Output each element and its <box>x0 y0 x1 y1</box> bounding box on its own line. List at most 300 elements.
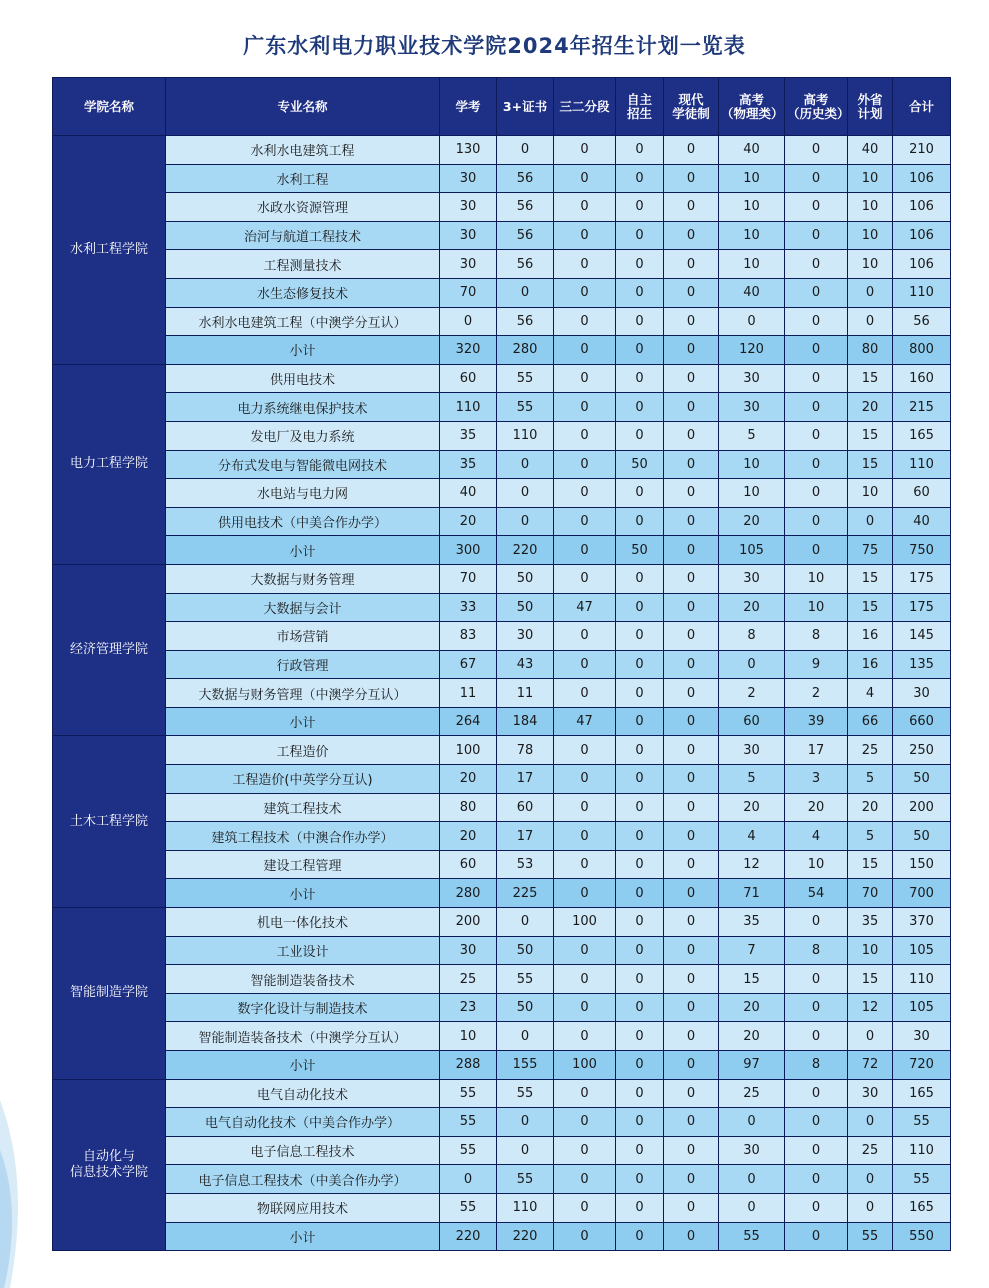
table-row <box>53 993 951 1022</box>
out-of-province-cell: 0 <box>848 307 893 336</box>
apprenticeship-cell: 0 <box>664 564 719 593</box>
out-of-province-cell: 70 <box>848 879 893 908</box>
gaokao-history-cell: 0 <box>785 164 848 193</box>
gaokao-physics-cell: 2 <box>719 679 785 708</box>
out-of-province-cell: 15 <box>848 593 893 622</box>
table-row <box>53 421 951 450</box>
apprenticeship-cell: 0 <box>664 793 719 822</box>
major-name-cell: 建筑工程技术（中澳合作办学） <box>166 822 440 851</box>
gaokao-history-cell: 0 <box>785 393 848 422</box>
table-row <box>53 278 951 307</box>
3plus-cert-cell: 17 <box>497 822 554 851</box>
xuekao-cell: 35 <box>440 421 497 450</box>
apprenticeship-cell: 0 <box>664 421 719 450</box>
gaokao-history-cell: 0 <box>785 1165 848 1194</box>
independent-cell: 0 <box>616 879 664 908</box>
subtotal-row <box>53 1222 951 1251</box>
total-cell: 160 <box>893 364 951 393</box>
independent-cell: 0 <box>616 164 664 193</box>
table-row <box>53 450 951 479</box>
table-row <box>53 650 951 679</box>
table-row <box>53 136 951 165</box>
3plus-cert-cell: 55 <box>497 1165 554 1194</box>
3plus-cert-cell: 0 <box>497 908 554 937</box>
out-of-province-cell: 10 <box>848 193 893 222</box>
college-name-cell: 经济管理学院 <box>53 564 166 736</box>
header-gaokao-history: 高考 （历史类） <box>785 78 848 136</box>
apprenticeship-cell: 0 <box>664 278 719 307</box>
xuekao-cell: 0 <box>440 307 497 336</box>
major-name-cell: 物联网应用技术 <box>166 1193 440 1222</box>
out-of-province-cell: 20 <box>848 393 893 422</box>
total-cell: 750 <box>893 536 951 565</box>
xuekao-cell: 55 <box>440 1136 497 1165</box>
gaokao-history-cell: 10 <box>785 593 848 622</box>
independent-cell: 0 <box>616 765 664 794</box>
gaokao-physics-cell: 0 <box>719 1193 785 1222</box>
xuekao-cell: 60 <box>440 364 497 393</box>
gaokao-history-cell: 0 <box>785 536 848 565</box>
total-cell: 660 <box>893 707 951 736</box>
gaokao-history-cell: 0 <box>785 479 848 508</box>
independent-cell: 0 <box>616 421 664 450</box>
gaokao-physics-cell: 35 <box>719 908 785 937</box>
gaokao-history-cell: 8 <box>785 936 848 965</box>
gaokao-physics-cell: 0 <box>719 1165 785 1194</box>
gaokao-physics-cell: 30 <box>719 364 785 393</box>
gaokao-physics-cell: 10 <box>719 193 785 222</box>
independent-cell: 0 <box>616 193 664 222</box>
gaokao-physics-cell: 10 <box>719 250 785 279</box>
major-name-cell: 水政水资源管理 <box>166 193 440 222</box>
header-major: 专业名称 <box>166 78 440 136</box>
32-segment-cell: 0 <box>554 1108 616 1137</box>
table-row <box>53 1079 951 1108</box>
total-cell: 700 <box>893 879 951 908</box>
gaokao-history-cell: 8 <box>785 622 848 651</box>
independent-cell: 0 <box>616 1108 664 1137</box>
32-segment-cell: 0 <box>554 965 616 994</box>
major-name-cell: 行政管理 <box>166 650 440 679</box>
xuekao-cell: 25 <box>440 965 497 994</box>
independent-cell: 50 <box>616 536 664 565</box>
total-cell: 135 <box>893 650 951 679</box>
apprenticeship-cell: 0 <box>664 507 719 536</box>
xuekao-cell: 30 <box>440 164 497 193</box>
major-name-cell: 供用电技术（中美合作办学） <box>166 507 440 536</box>
independent-cell: 0 <box>616 507 664 536</box>
total-cell: 30 <box>893 1022 951 1051</box>
out-of-province-cell: 10 <box>848 221 893 250</box>
total-cell: 145 <box>893 622 951 651</box>
32-segment-cell: 100 <box>554 1051 616 1080</box>
xuekao-cell: 100 <box>440 736 497 765</box>
apprenticeship-cell: 0 <box>664 193 719 222</box>
3plus-cert-cell: 50 <box>497 993 554 1022</box>
3plus-cert-cell: 56 <box>497 193 554 222</box>
independent-cell: 0 <box>616 850 664 879</box>
xuekao-cell: 33 <box>440 593 497 622</box>
apprenticeship-cell: 0 <box>664 822 719 851</box>
total-cell: 56 <box>893 307 951 336</box>
independent-cell: 0 <box>616 136 664 165</box>
32-segment-cell: 0 <box>554 221 616 250</box>
background-swoosh-decoration <box>0 1060 60 1288</box>
xuekao-cell: 288 <box>440 1051 497 1080</box>
gaokao-history-cell: 0 <box>785 450 848 479</box>
independent-cell: 0 <box>616 707 664 736</box>
subtotal-row <box>53 879 951 908</box>
xuekao-cell: 35 <box>440 450 497 479</box>
table-row <box>53 622 951 651</box>
out-of-province-cell: 30 <box>848 1079 893 1108</box>
out-of-province-cell: 10 <box>848 479 893 508</box>
32-segment-cell: 0 <box>554 250 616 279</box>
xuekao-cell: 320 <box>440 336 497 365</box>
total-cell: 110 <box>893 965 951 994</box>
xuekao-cell: 60 <box>440 850 497 879</box>
header-xuekao: 学考 <box>440 78 497 136</box>
total-cell: 50 <box>893 822 951 851</box>
major-name-cell: 供用电技术 <box>166 364 440 393</box>
out-of-province-cell: 15 <box>848 450 893 479</box>
gaokao-physics-cell: 20 <box>719 993 785 1022</box>
gaokao-physics-cell: 10 <box>719 479 785 508</box>
gaokao-history-cell: 0 <box>785 307 848 336</box>
page-title: 广东水利电力职业技术学院2024年招生计划一览表 <box>243 34 746 58</box>
independent-cell: 0 <box>616 307 664 336</box>
independent-cell: 0 <box>616 250 664 279</box>
gaokao-history-cell: 0 <box>785 1222 848 1251</box>
xuekao-cell: 0 <box>440 1165 497 1194</box>
3plus-cert-cell: 56 <box>497 164 554 193</box>
total-cell: 250 <box>893 736 951 765</box>
3plus-cert-cell: 220 <box>497 536 554 565</box>
32-segment-cell: 0 <box>554 879 616 908</box>
gaokao-history-cell: 0 <box>785 1136 848 1165</box>
major-name-cell: 智能制造装备技术（中澳学分互认） <box>166 1022 440 1051</box>
table-row <box>53 736 951 765</box>
major-name-cell: 数字化设计与制造技术 <box>166 993 440 1022</box>
3plus-cert-cell: 110 <box>497 1193 554 1222</box>
independent-cell: 0 <box>616 1136 664 1165</box>
header-3plus-cert: 3+证书 <box>497 78 554 136</box>
independent-cell: 0 <box>616 650 664 679</box>
xuekao-cell: 20 <box>440 765 497 794</box>
header-apprenticeship: 现代 学徒制 <box>664 78 719 136</box>
32-segment-cell: 0 <box>554 765 616 794</box>
out-of-province-cell: 15 <box>848 965 893 994</box>
3plus-cert-cell: 60 <box>497 793 554 822</box>
xuekao-cell: 30 <box>440 221 497 250</box>
total-cell: 55 <box>893 1165 951 1194</box>
3plus-cert-cell: 50 <box>497 593 554 622</box>
out-of-province-cell: 10 <box>848 164 893 193</box>
major-name-cell: 分布式发电与智能微电网技术 <box>166 450 440 479</box>
college-name-cell: 水利工程学院 <box>53 136 166 365</box>
apprenticeship-cell: 0 <box>664 307 719 336</box>
3plus-cert-cell: 30 <box>497 622 554 651</box>
independent-cell: 0 <box>616 936 664 965</box>
table-row <box>53 307 951 336</box>
out-of-province-cell: 16 <box>848 650 893 679</box>
gaokao-history-cell: 0 <box>785 278 848 307</box>
table-row <box>53 793 951 822</box>
xuekao-cell: 280 <box>440 879 497 908</box>
apprenticeship-cell: 0 <box>664 1108 719 1137</box>
apprenticeship-cell: 0 <box>664 736 719 765</box>
independent-cell: 0 <box>616 336 664 365</box>
32-segment-cell: 0 <box>554 278 616 307</box>
gaokao-history-cell: 0 <box>785 221 848 250</box>
32-segment-cell: 0 <box>554 364 616 393</box>
32-segment-cell: 47 <box>554 593 616 622</box>
table-row <box>53 250 951 279</box>
32-segment-cell: 0 <box>554 393 616 422</box>
table-row <box>53 765 951 794</box>
gaokao-history-cell: 20 <box>785 793 848 822</box>
out-of-province-cell: 15 <box>848 564 893 593</box>
major-name-cell: 工业设计 <box>166 936 440 965</box>
xuekao-cell: 20 <box>440 822 497 851</box>
xuekao-cell: 130 <box>440 136 497 165</box>
gaokao-physics-cell: 55 <box>719 1222 785 1251</box>
independent-cell: 0 <box>616 278 664 307</box>
gaokao-physics-cell: 10 <box>719 221 785 250</box>
32-segment-cell: 47 <box>554 707 616 736</box>
out-of-province-cell: 0 <box>848 278 893 307</box>
3plus-cert-cell: 225 <box>497 879 554 908</box>
total-cell: 165 <box>893 1193 951 1222</box>
header-32-segment: 三二分段 <box>554 78 616 136</box>
32-segment-cell: 0 <box>554 679 616 708</box>
out-of-province-cell: 12 <box>848 993 893 1022</box>
college-name-cell: 电力工程学院 <box>53 364 166 564</box>
gaokao-physics-cell: 71 <box>719 879 785 908</box>
table-row <box>53 393 951 422</box>
gaokao-history-cell: 0 <box>785 965 848 994</box>
32-segment-cell: 0 <box>554 136 616 165</box>
apprenticeship-cell: 0 <box>664 679 719 708</box>
apprenticeship-cell: 0 <box>664 164 719 193</box>
major-name-cell: 建设工程管理 <box>166 850 440 879</box>
3plus-cert-cell: 56 <box>497 221 554 250</box>
major-name-cell: 工程测量技术 <box>166 250 440 279</box>
xuekao-cell: 55 <box>440 1193 497 1222</box>
apprenticeship-cell: 0 <box>664 1136 719 1165</box>
major-name-cell: 治河与航道工程技术 <box>166 221 440 250</box>
major-name-cell: 大数据与财务管理（中澳学分互认） <box>166 679 440 708</box>
xuekao-cell: 30 <box>440 193 497 222</box>
32-segment-cell: 0 <box>554 793 616 822</box>
apprenticeship-cell: 0 <box>664 536 719 565</box>
3plus-cert-cell: 0 <box>497 1136 554 1165</box>
out-of-province-cell: 0 <box>848 1022 893 1051</box>
gaokao-physics-cell: 7 <box>719 936 785 965</box>
total-cell: 50 <box>893 765 951 794</box>
independent-cell: 0 <box>616 622 664 651</box>
gaokao-history-cell: 4 <box>785 822 848 851</box>
gaokao-physics-cell: 105 <box>719 536 785 565</box>
3plus-cert-cell: 184 <box>497 707 554 736</box>
total-cell: 110 <box>893 1136 951 1165</box>
total-cell: 106 <box>893 221 951 250</box>
gaokao-physics-cell: 5 <box>719 765 785 794</box>
gaokao-history-cell: 10 <box>785 564 848 593</box>
apprenticeship-cell: 0 <box>664 221 719 250</box>
major-name-cell: 大数据与会计 <box>166 593 440 622</box>
college-name-cell: 自动化与 信息技术学院 <box>53 1079 166 1251</box>
subtotal-label-cell: 小计 <box>166 707 440 736</box>
independent-cell: 0 <box>616 993 664 1022</box>
apprenticeship-cell: 0 <box>664 965 719 994</box>
total-cell: 550 <box>893 1222 951 1251</box>
independent-cell: 0 <box>616 364 664 393</box>
major-name-cell: 电气自动化技术（中美合作办学） <box>166 1108 440 1137</box>
total-cell: 30 <box>893 679 951 708</box>
gaokao-physics-cell: 120 <box>719 336 785 365</box>
subtotal-row <box>53 707 951 736</box>
out-of-province-cell: 40 <box>848 136 893 165</box>
32-segment-cell: 0 <box>554 1136 616 1165</box>
xuekao-cell: 20 <box>440 507 497 536</box>
xuekao-cell: 80 <box>440 793 497 822</box>
gaokao-history-cell: 0 <box>785 507 848 536</box>
gaokao-history-cell: 2 <box>785 679 848 708</box>
gaokao-history-cell: 8 <box>785 1051 848 1080</box>
apprenticeship-cell: 0 <box>664 707 719 736</box>
table-row <box>53 908 951 937</box>
out-of-province-cell: 0 <box>848 507 893 536</box>
xuekao-cell: 300 <box>440 536 497 565</box>
32-segment-cell: 0 <box>554 507 616 536</box>
out-of-province-cell: 5 <box>848 822 893 851</box>
gaokao-physics-cell: 25 <box>719 1079 785 1108</box>
table-row <box>53 593 951 622</box>
independent-cell: 0 <box>616 1193 664 1222</box>
table-row <box>53 822 951 851</box>
apprenticeship-cell: 0 <box>664 650 719 679</box>
3plus-cert-cell: 43 <box>497 650 554 679</box>
table-row <box>53 850 951 879</box>
32-segment-cell: 0 <box>554 450 616 479</box>
xuekao-cell: 30 <box>440 936 497 965</box>
gaokao-physics-cell: 20 <box>719 593 785 622</box>
subtotal-label-cell: 小计 <box>166 536 440 565</box>
32-segment-cell: 0 <box>554 936 616 965</box>
independent-cell: 50 <box>616 450 664 479</box>
out-of-province-cell: 15 <box>848 364 893 393</box>
out-of-province-cell: 66 <box>848 707 893 736</box>
total-cell: 175 <box>893 593 951 622</box>
xuekao-cell: 40 <box>440 479 497 508</box>
major-name-cell: 建筑工程技术 <box>166 793 440 822</box>
xuekao-cell: 110 <box>440 393 497 422</box>
independent-cell: 0 <box>616 479 664 508</box>
out-of-province-cell: 15 <box>848 850 893 879</box>
gaokao-physics-cell: 10 <box>719 164 785 193</box>
32-segment-cell: 0 <box>554 622 616 651</box>
gaokao-physics-cell: 0 <box>719 1108 785 1137</box>
total-cell: 150 <box>893 850 951 879</box>
gaokao-history-cell: 0 <box>785 1022 848 1051</box>
gaokao-physics-cell: 40 <box>719 136 785 165</box>
independent-cell: 0 <box>616 1079 664 1108</box>
3plus-cert-cell: 55 <box>497 1079 554 1108</box>
table-header-row <box>53 78 951 136</box>
xuekao-cell: 11 <box>440 679 497 708</box>
32-segment-cell: 0 <box>554 850 616 879</box>
header-independent: 自主 招生 <box>616 78 664 136</box>
3plus-cert-cell: 17 <box>497 765 554 794</box>
apprenticeship-cell: 0 <box>664 879 719 908</box>
xuekao-cell: 55 <box>440 1108 497 1137</box>
independent-cell: 0 <box>616 908 664 937</box>
gaokao-history-cell: 0 <box>785 336 848 365</box>
independent-cell: 0 <box>616 1022 664 1051</box>
32-segment-cell: 0 <box>554 1165 616 1194</box>
table-row <box>53 221 951 250</box>
total-cell: 105 <box>893 936 951 965</box>
apprenticeship-cell: 0 <box>664 1222 719 1251</box>
apprenticeship-cell: 0 <box>664 479 719 508</box>
table-row <box>53 1136 951 1165</box>
out-of-province-cell: 20 <box>848 793 893 822</box>
total-cell: 175 <box>893 564 951 593</box>
total-cell: 370 <box>893 908 951 937</box>
3plus-cert-cell: 0 <box>497 479 554 508</box>
total-cell: 40 <box>893 507 951 536</box>
apprenticeship-cell: 0 <box>664 336 719 365</box>
32-segment-cell: 0 <box>554 564 616 593</box>
table-row <box>53 564 951 593</box>
subtotal-label-cell: 小计 <box>166 336 440 365</box>
3plus-cert-cell: 155 <box>497 1051 554 1080</box>
total-cell: 110 <box>893 278 951 307</box>
out-of-province-cell: 5 <box>848 765 893 794</box>
table-row <box>53 193 951 222</box>
32-segment-cell: 0 <box>554 336 616 365</box>
out-of-province-cell: 15 <box>848 421 893 450</box>
apprenticeship-cell: 0 <box>664 593 719 622</box>
3plus-cert-cell: 78 <box>497 736 554 765</box>
out-of-province-cell: 25 <box>848 1136 893 1165</box>
table-row <box>53 1193 951 1222</box>
total-cell: 106 <box>893 193 951 222</box>
out-of-province-cell: 75 <box>848 536 893 565</box>
gaokao-history-cell: 0 <box>785 1108 848 1137</box>
major-name-cell: 水电站与电力网 <box>166 479 440 508</box>
total-cell: 55 <box>893 1108 951 1137</box>
apprenticeship-cell: 0 <box>664 1193 719 1222</box>
out-of-province-cell: 80 <box>848 336 893 365</box>
gaokao-physics-cell: 8 <box>719 622 785 651</box>
3plus-cert-cell: 56 <box>497 307 554 336</box>
apprenticeship-cell: 0 <box>664 850 719 879</box>
total-cell: 110 <box>893 450 951 479</box>
gaokao-physics-cell: 20 <box>719 507 785 536</box>
table-row <box>53 936 951 965</box>
major-name-cell: 水利水电建筑工程（中澳学分互认） <box>166 307 440 336</box>
apprenticeship-cell: 0 <box>664 136 719 165</box>
apprenticeship-cell: 0 <box>664 936 719 965</box>
table-row <box>53 164 951 193</box>
major-name-cell: 电力系统继电保护技术 <box>166 393 440 422</box>
major-name-cell: 大数据与财务管理 <box>166 564 440 593</box>
3plus-cert-cell: 280 <box>497 336 554 365</box>
table-row <box>53 1022 951 1051</box>
table-row <box>53 965 951 994</box>
